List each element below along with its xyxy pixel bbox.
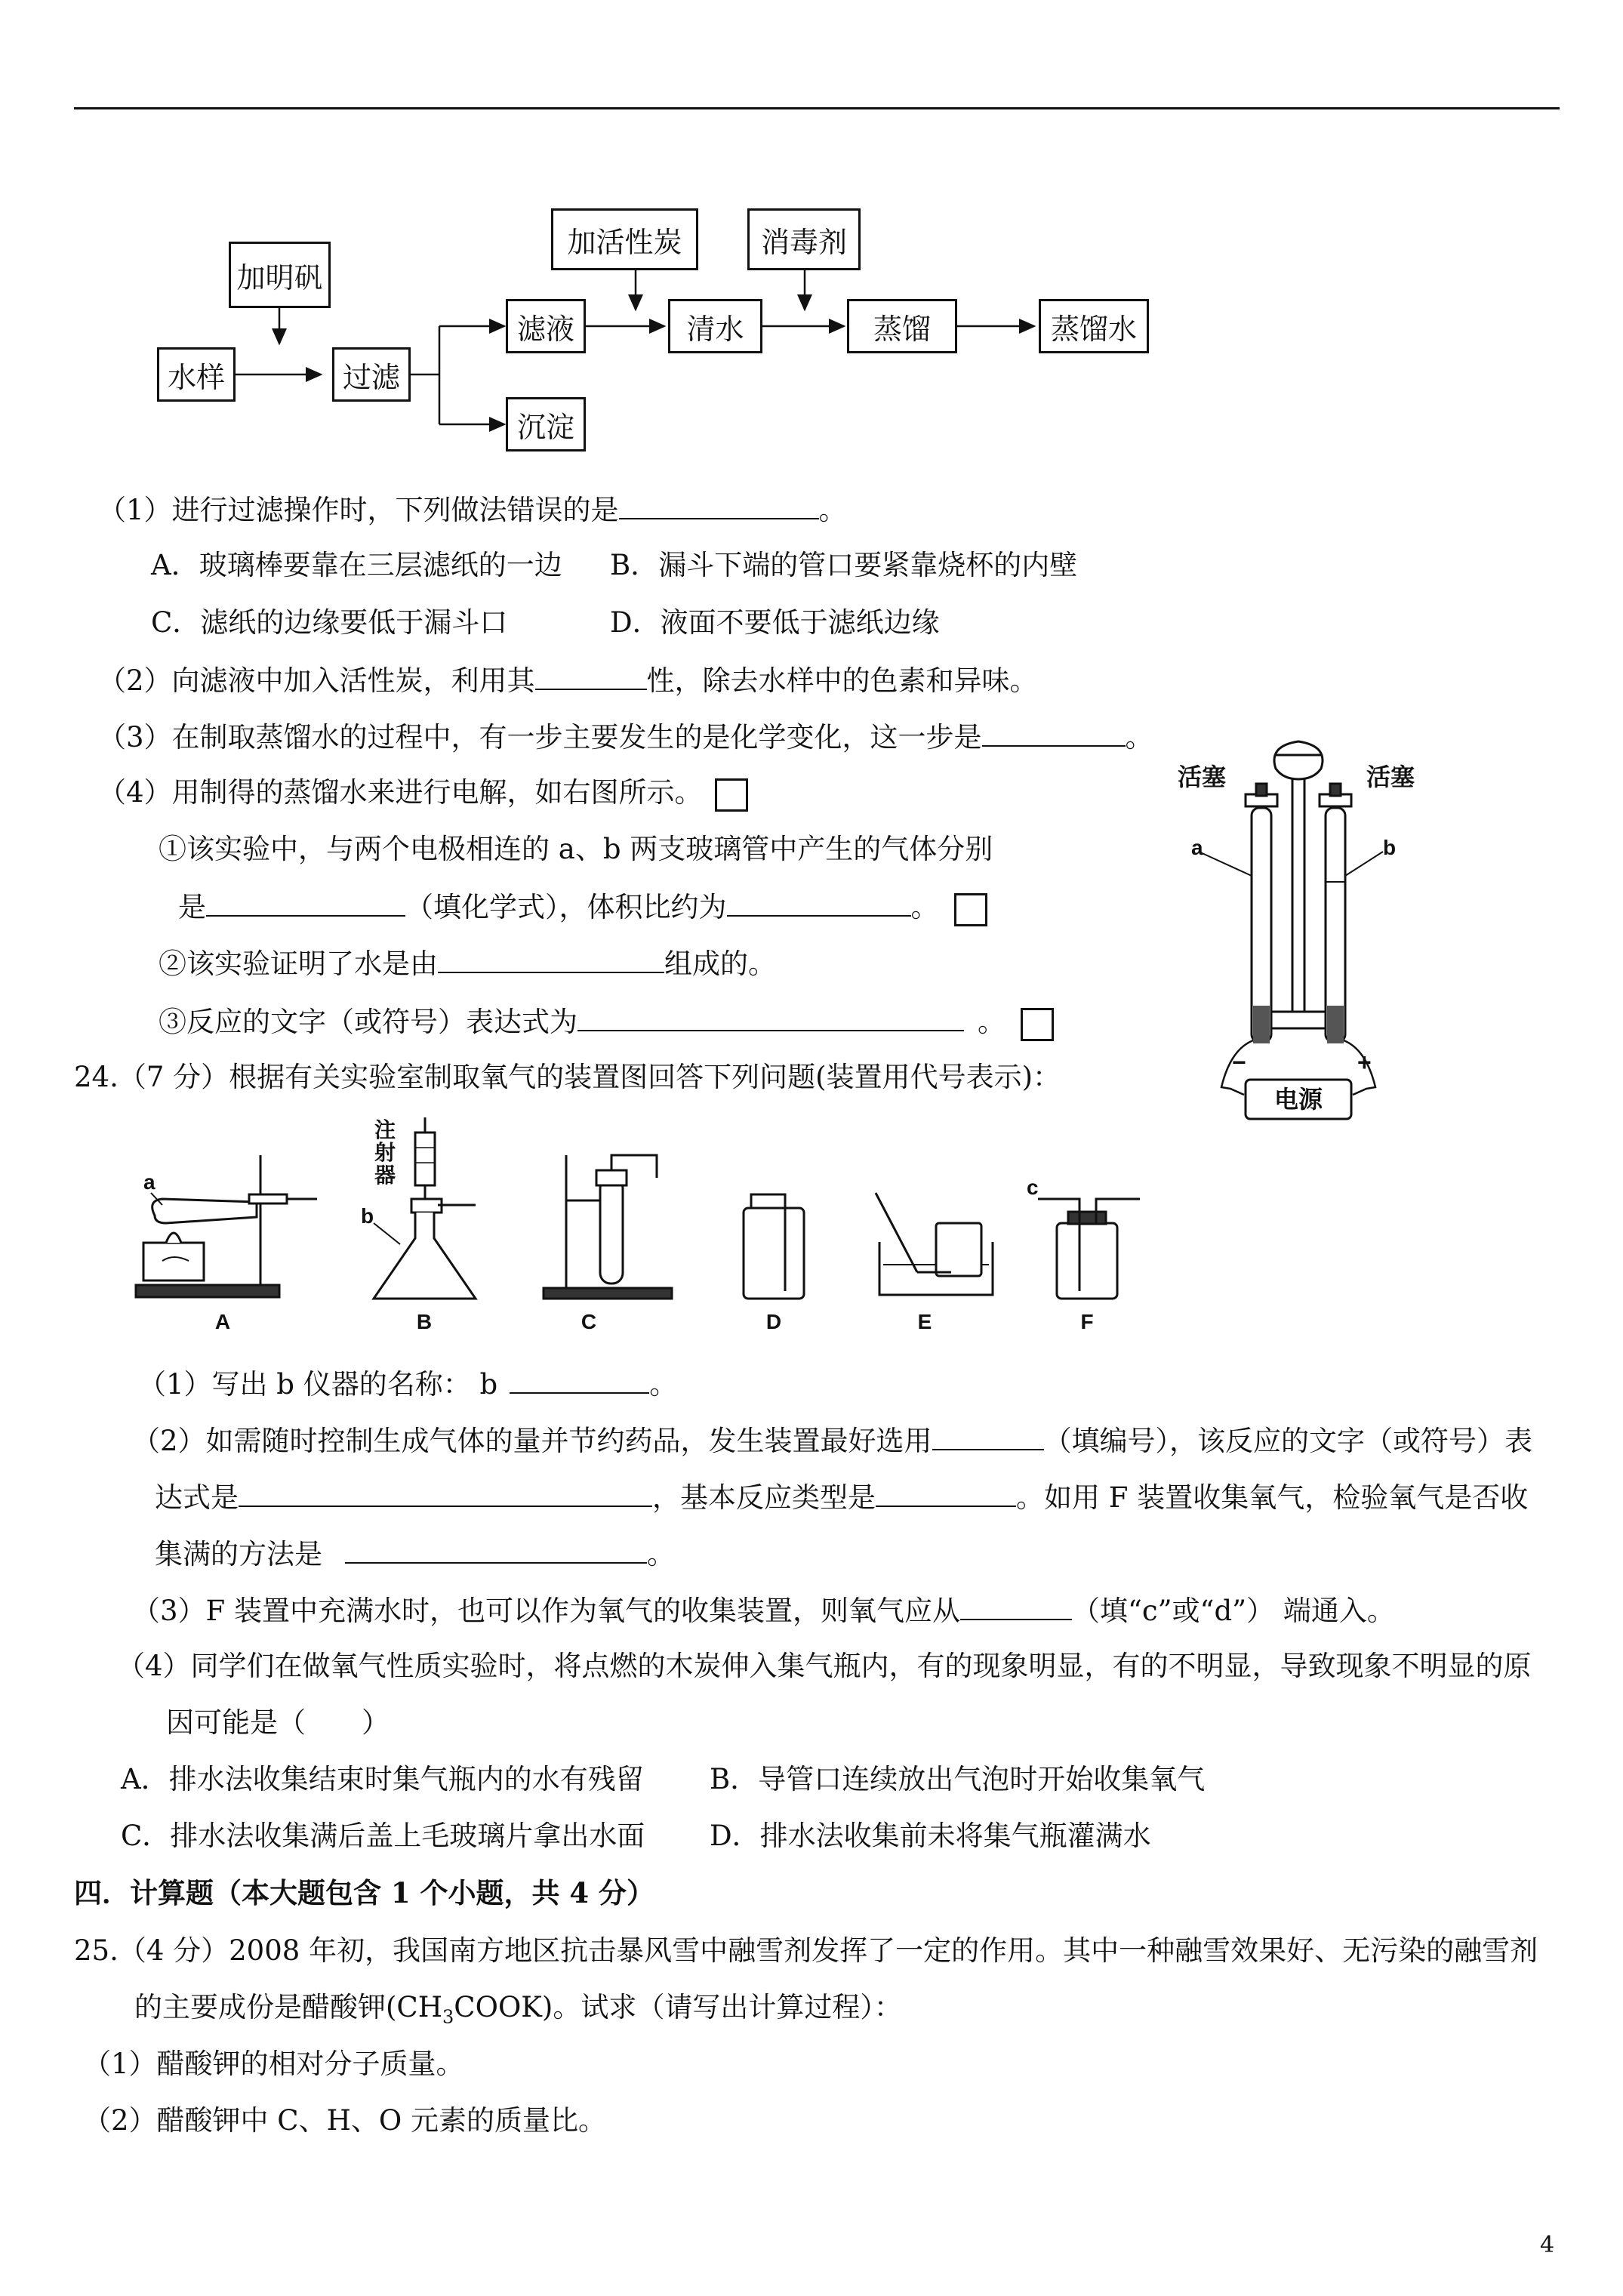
q23-s1-end: 。 xyxy=(910,891,939,923)
q24-p2-text-e: 。如用 F 装置收集氧气，检验氧气是否收 xyxy=(1016,1481,1529,1514)
q23-s1-text: 是 xyxy=(178,891,206,923)
q23-p2-text: （2）向滤液中加入活性炭，利用其 xyxy=(98,664,535,697)
q25-line1: 25.（4 分）2008 年初，我国南方地区抗击暴风雪中融雪剂发挥了一定的作用。其中一种融雪效果好、无污染的融雪剂 xyxy=(74,1934,1538,1967)
q24-part3 xyxy=(132,1593,1395,1628)
q24-p2-text: （2）如需随时控制生成气体的量并节约药品，发生装置最好选用 xyxy=(132,1425,932,1457)
flow-box-add-alum: 加明矾 xyxy=(229,242,331,308)
flow-box-water-sample: 水样 xyxy=(157,347,236,402)
answer-blank[interactable] xyxy=(876,1480,1016,1507)
q23-sub2 xyxy=(159,946,776,981)
q24-part2-line1 xyxy=(132,1423,1532,1458)
flow-box-filter: 过滤 xyxy=(332,347,411,402)
q24-p2-text-d: ，基本反应类型是 xyxy=(652,1481,876,1514)
tube-a-label: a xyxy=(1191,836,1203,859)
q23-p1-text: （1）进行过滤操作时，下列做法错误的是 xyxy=(98,494,619,526)
q24-p2-text-c: 达式是 xyxy=(155,1481,239,1514)
flow-box-distilled-water: 蒸馏水 xyxy=(1039,299,1149,353)
label-A: A xyxy=(214,1310,231,1333)
q24-p2-text-b: （填编号），该反应的文字（或符号）表 xyxy=(1043,1425,1533,1457)
section-4-heading: 四．计算题（本大题包含 1 个小题，共 4 分） xyxy=(74,1876,655,1909)
answer-blank[interactable] xyxy=(239,1480,652,1507)
q23-p3-end: 。 xyxy=(1125,721,1153,754)
apparatus-E xyxy=(876,1193,993,1295)
q24-option-b: B．导管口连续放出气泡时开始收集氧气 xyxy=(710,1763,1206,1795)
q23-option-b: B．漏斗下端的管口要紧靠烧杯的内壁 xyxy=(610,549,1078,581)
answer-blank[interactable] xyxy=(510,1367,649,1394)
score-box xyxy=(954,893,987,926)
label-B: B xyxy=(416,1310,433,1333)
q23-p4-text: （4）用制得的蒸馏水来进行电解，如右图所示。 xyxy=(98,776,703,809)
q23-part3 xyxy=(98,720,1153,754)
q23-sub1-line2 xyxy=(178,889,987,926)
flow-box-clear-water: 清水 xyxy=(668,299,762,353)
q24-part4-line1: （4）同学们在做氧气性质实验时，将点燃的木炭伸入集气瓶内，有的现象明显，有的不明显，导致现象不明显的原 xyxy=(117,1650,1532,1682)
q24-part2-line2 xyxy=(155,1480,1528,1515)
electrolysis-apparatus xyxy=(1163,725,1480,1148)
q25-part1: （1）醋酸钾的相对分子质量。 xyxy=(83,2048,464,2080)
answer-blank[interactable] xyxy=(535,663,647,690)
label-E: E xyxy=(917,1310,932,1333)
q24-part2-line3 xyxy=(155,1536,675,1571)
answer-blank[interactable] xyxy=(438,946,664,973)
flow-box-precipitate: 沉淀 xyxy=(506,397,586,451)
score-box xyxy=(715,778,748,812)
q23-option-d: D．液面不要低于滤纸边缘 xyxy=(610,606,940,639)
q23-s3-text: ③反应的文字（或符号）表达式为 xyxy=(159,1006,577,1038)
q25-line2 xyxy=(134,1991,902,2033)
plus-label: + xyxy=(1357,1049,1372,1076)
apparatus-A xyxy=(136,1155,317,1297)
q24-part4-line2: 因可能是（ ） xyxy=(166,1706,390,1739)
q24-option-d: D．排水法收集前未将集气瓶灌满水 xyxy=(710,1820,1151,1852)
answer-blank[interactable] xyxy=(577,1004,964,1031)
q23-p2-text-b: 性，除去水样中的色素和异味。 xyxy=(646,664,1038,697)
syringe-label-1: 注 xyxy=(374,1118,396,1142)
q23-p3-text: （3）在制取蒸馏水的过程中，有一步主要发生的是化学变化，这一步是 xyxy=(98,721,982,754)
q25-part2: （2）醋酸钾中 C、H、O 元素的质量比。 xyxy=(83,2104,606,2137)
flow-box-disinfectant: 消毒剂 xyxy=(747,208,861,270)
answer-blank[interactable] xyxy=(345,1536,647,1564)
q23-part4 xyxy=(98,776,748,812)
q24-p3-text-b: （填“c”或“d”） 端通入。 xyxy=(1071,1595,1395,1627)
q23-option-a: A．玻璃棒要靠在三层滤纸的一边 xyxy=(151,549,562,581)
q24-part1 xyxy=(138,1367,677,1401)
label-D: D xyxy=(765,1310,782,1333)
q25-line2-text-b: COOK)。试求（请写出计算过程）： xyxy=(454,1991,902,2023)
apparatus-D xyxy=(744,1194,804,1299)
syringe-label-2: 射 xyxy=(374,1141,396,1164)
score-box xyxy=(1021,1008,1054,1041)
q25-subscript: 3 xyxy=(442,2006,454,2028)
q24-p3-text: （3）F 装置中充满水时，也可以作为氧气的收集装置，则氧气应从 xyxy=(132,1595,960,1627)
q23-sub1-line1: ①该实验中，与两个电极相连的 a、b 两支玻璃管中产生的气体分别 xyxy=(159,833,993,865)
flow-box-add-carbon: 加活性炭 xyxy=(551,208,698,270)
oxygen-apparatus-figure xyxy=(121,1110,1178,1336)
q23-s2-text: ②该实验证明了水是由 xyxy=(159,948,438,980)
q23-s1-text-c: （填化学式），体积比约为 xyxy=(405,891,727,923)
q23-p1-end: 。 xyxy=(818,494,847,526)
electrode-right xyxy=(1327,1006,1344,1043)
q23-option-c: C．滤纸的边缘要低于漏斗口 xyxy=(151,606,508,639)
flow-box-distill: 蒸馏 xyxy=(847,299,957,353)
q23-part2 xyxy=(98,663,1038,698)
page-number: 4 xyxy=(1540,2232,1555,2258)
answer-blank[interactable] xyxy=(727,889,911,917)
minus-label: − xyxy=(1232,1049,1246,1076)
q23-s3-end: 。 xyxy=(978,1006,1006,1038)
label-C: C xyxy=(581,1310,597,1333)
q24-stem: 24.（7 分）根据有关实验室制取氧气的装置图回答下列问题(装置用代号表示)： xyxy=(74,1061,1061,1093)
q23-part1 xyxy=(98,492,847,527)
label-F: F xyxy=(1080,1310,1094,1333)
apparatus-C xyxy=(544,1155,672,1299)
power-label: 电源 xyxy=(1273,1086,1323,1113)
answer-blank[interactable] xyxy=(982,720,1126,747)
q23-sub3 xyxy=(159,1004,1054,1041)
answer-blank[interactable] xyxy=(960,1593,1072,1620)
answer-blank[interactable] xyxy=(932,1423,1044,1450)
q24-p1-end: 。 xyxy=(649,1368,678,1401)
q24-option-a: A．排水法收集结束时集气瓶内的水有残留 xyxy=(121,1763,644,1795)
q24-p1-text: （1）写出 b 仪器的名称： b xyxy=(138,1368,498,1401)
flow-box-filtrate: 滤液 xyxy=(506,299,586,353)
mark-b: b xyxy=(361,1204,374,1228)
mark-c: c xyxy=(1027,1176,1039,1199)
q25-line2-text: 的主要成份是醋酸钾(CH xyxy=(134,1991,443,2023)
electrode-left xyxy=(1253,1006,1270,1043)
q24-p2-end: 。 xyxy=(647,1538,675,1570)
q24-option-c: C．排水法收集满后盖上毛玻璃片拿出水面 xyxy=(121,1820,645,1852)
tube-b-label: b xyxy=(1383,836,1397,859)
q23-s2-text-b: 组成的。 xyxy=(664,948,776,980)
answer-blank[interactable] xyxy=(206,889,405,917)
apparatus-F xyxy=(1038,1199,1140,1299)
answer-blank[interactable] xyxy=(619,492,819,519)
q24-p2-text-f: 集满的方法是 xyxy=(155,1538,322,1570)
syringe-label-3: 器 xyxy=(374,1163,396,1187)
stopcock-right-label: 活塞 xyxy=(1366,763,1415,791)
mark-a: a xyxy=(143,1170,156,1194)
stopcock-left-label: 活塞 xyxy=(1178,763,1227,791)
